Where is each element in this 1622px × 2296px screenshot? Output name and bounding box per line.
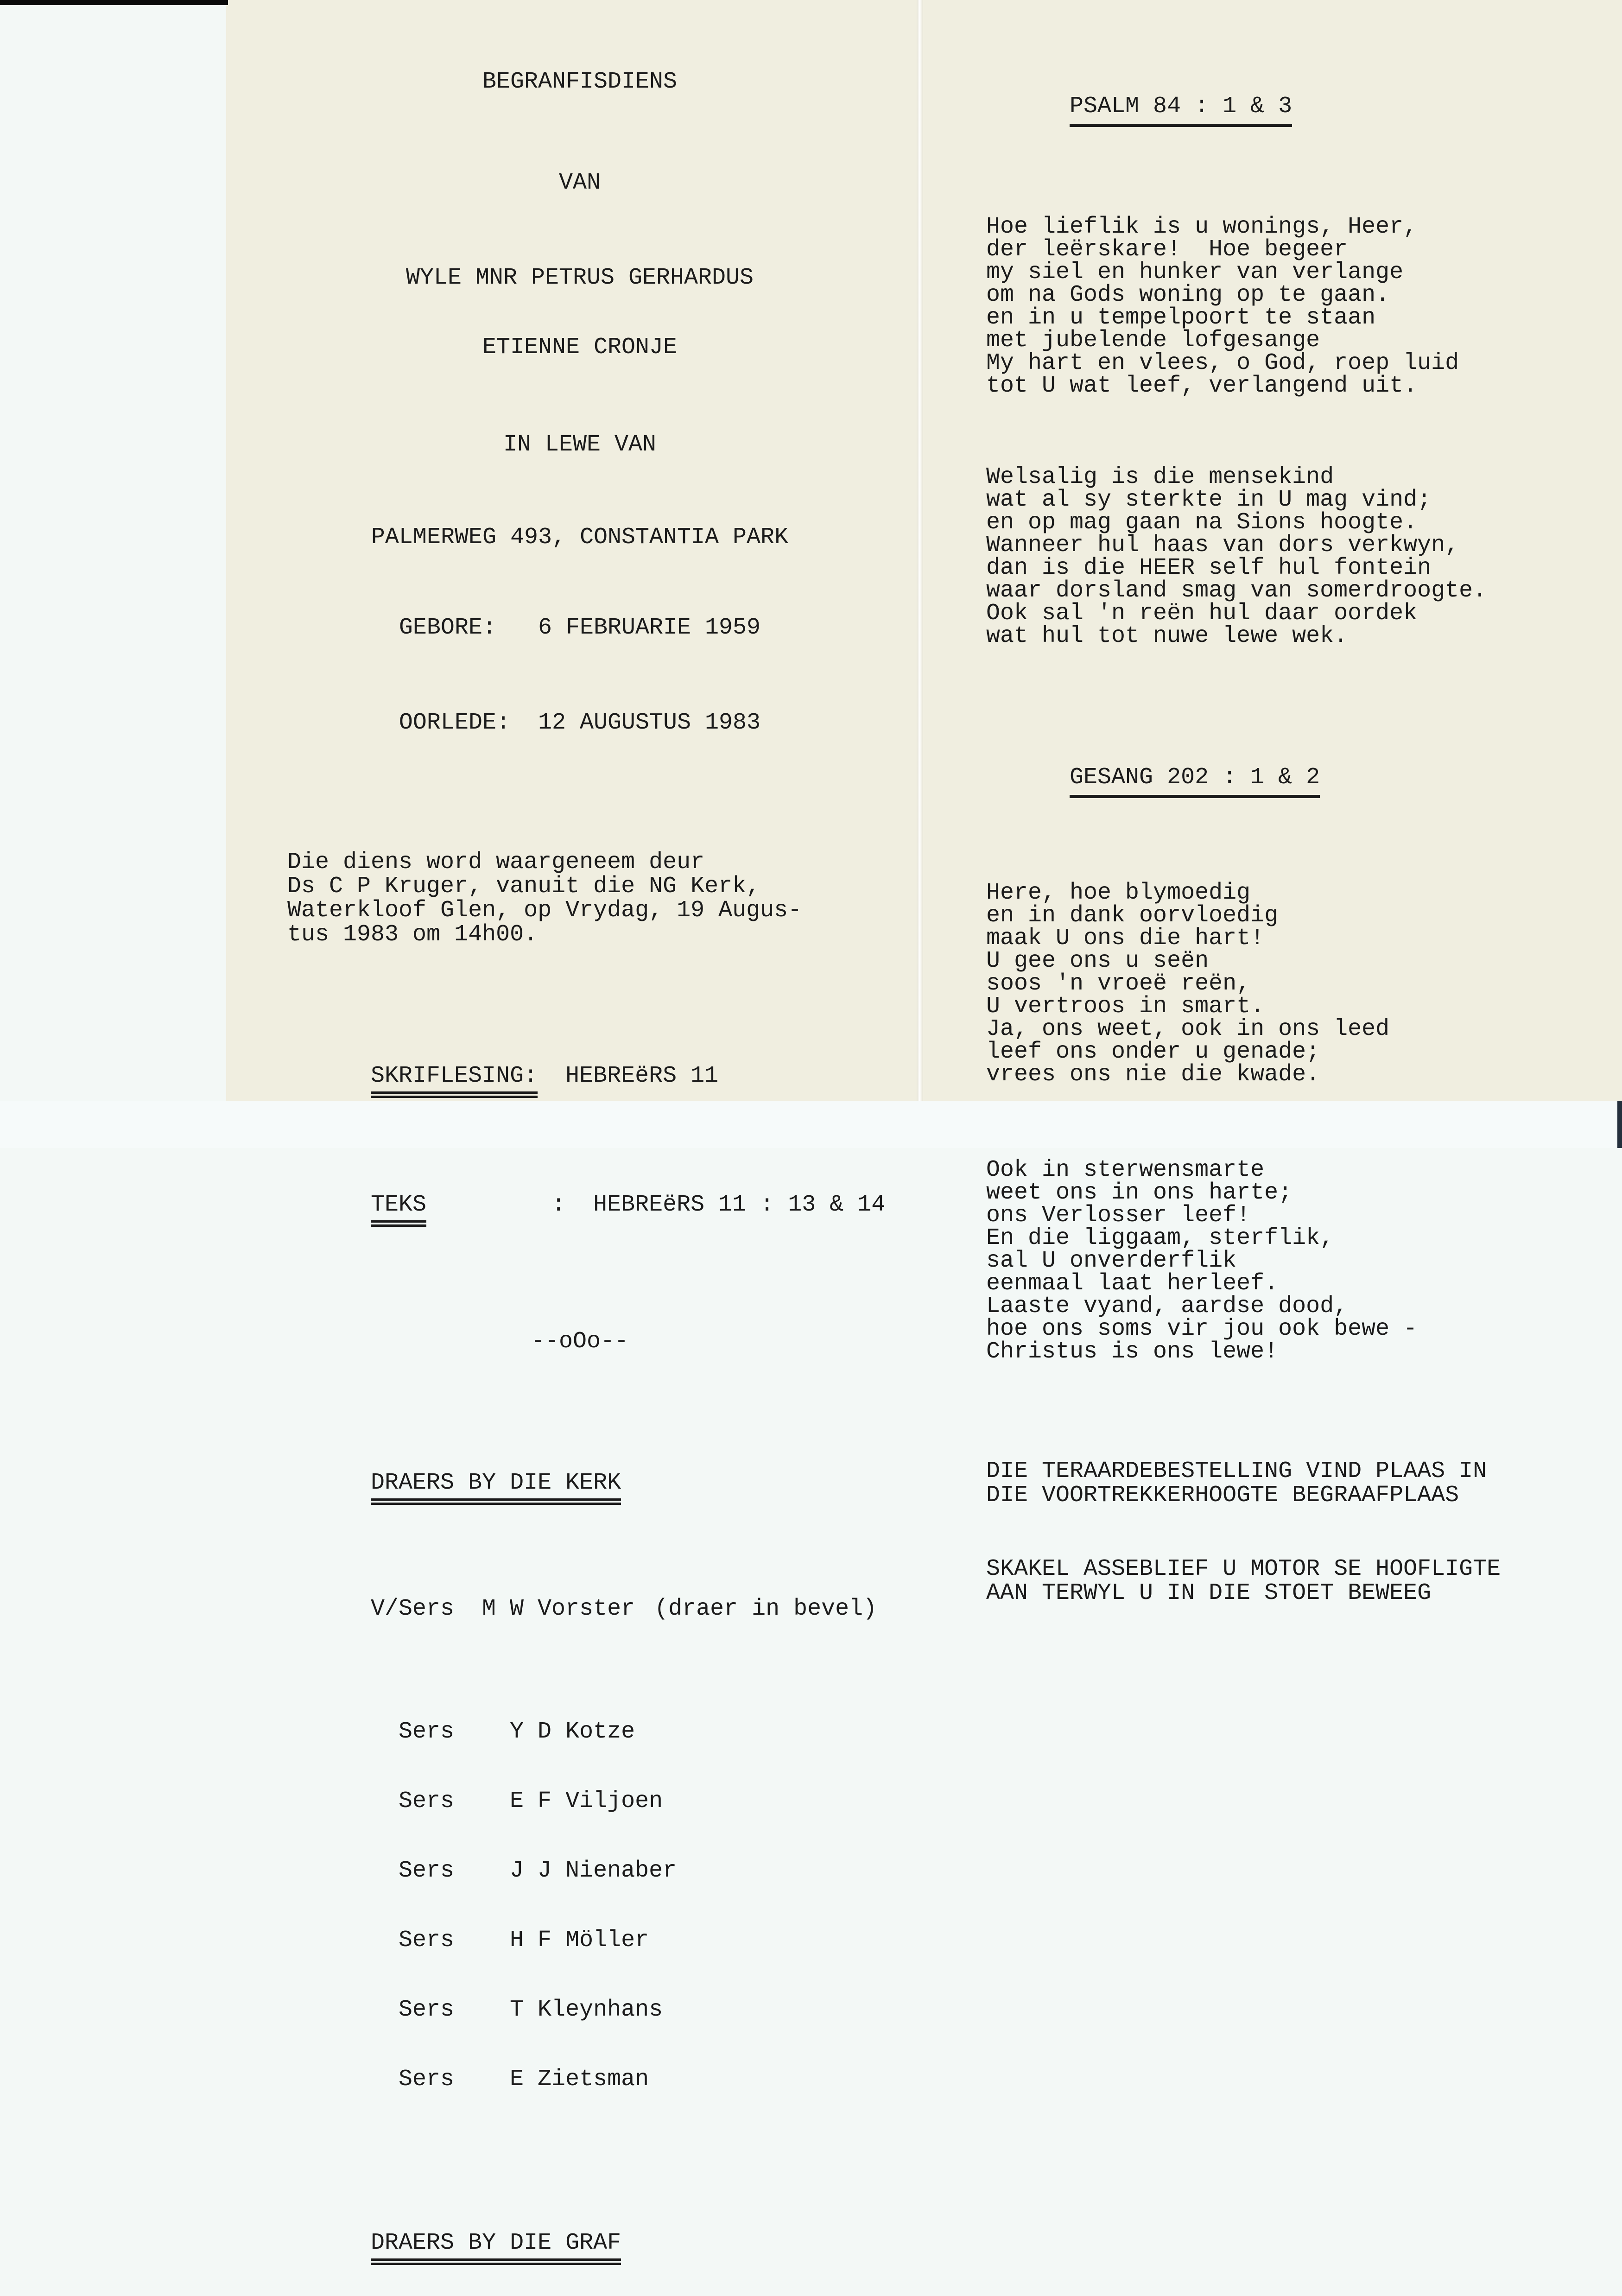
stanza-line: der leërskare! Hoe begeer [986, 236, 1348, 263]
stanza-line: hoe ons soms vir jou ook bewe - [986, 1316, 1418, 1342]
kerk-bearers-heading-text: DRAERS BY DIE KERK [371, 1470, 621, 1505]
bearer-rank: V/Sers [371, 1596, 455, 1622]
stanza-line: waar dorsland smag van somerdroogte. [986, 577, 1487, 604]
right-page [986, 25, 1607, 1652]
born-line: GEBORE: 6 FEBRUARIE 1959 [399, 615, 761, 641]
gesang-heading [986, 743, 1607, 812]
stanza-line: Here, hoe blymoedig [986, 880, 1251, 906]
notice-line: DIE TERAARDEBESTELLING VIND PLAAS IN [986, 1458, 1487, 1484]
stanza-line: Welsalig is die mensekind [986, 464, 1334, 490]
stanza-line: om na Gods woning op te gaan. [986, 282, 1390, 308]
scanner-edge-bar [0, 0, 228, 5]
bearer-name: E Zietsman [510, 2066, 649, 2093]
stanza-line: my siel en hunker van verlange [986, 259, 1404, 285]
deceased-name-line2: ETIENNE CRONJE [482, 334, 678, 361]
bearer-name: Y D Kotze [510, 1719, 635, 1745]
teks-line [287, 1170, 886, 1240]
left-page [287, 24, 886, 2296]
kerk-bearer-row [287, 2045, 872, 2114]
service-details-line: Die diens word waargeneem deur [287, 849, 705, 875]
stanza-line: My hart en vlees, o God, roep luid [986, 350, 1459, 376]
bearer-rank: Sers [399, 1997, 455, 2023]
stanza-line: U vertroos in smart. [986, 993, 1265, 1020]
address-line: PALMERWEG 493, CONSTANTIA PARK [371, 524, 789, 551]
stanza-line: weet ons in ons harte; [986, 1180, 1293, 1206]
scan-edge-shadow [1617, 1101, 1622, 1148]
stanza-line: eenmaal laat herleef. [986, 1270, 1279, 1297]
stanza-line: Ook sal 'n reën hul daar oordek [986, 600, 1418, 627]
graf-bearers-heading [287, 2208, 872, 2278]
bearer-name: M W Vorster [482, 1596, 635, 1622]
page-fold-crease [917, 0, 923, 1101]
stanza-line: sal U onverderflik [986, 1248, 1237, 1274]
stanza-line: Wanneer hul haas van dors verkwyn, [986, 532, 1459, 558]
stanza-line: wat hul tot nuwe lewe wek. [986, 623, 1348, 649]
in-lewe-van-label: IN LEWE VAN [503, 431, 657, 458]
gesang-heading-text: GESANG 202 : 1 & 2 [1070, 764, 1320, 798]
stanza-line: maak U ons die hart! [986, 925, 1265, 951]
service-details-paragraph [287, 850, 872, 947]
skriflesing-value: HEBREëRS 11 [538, 1063, 719, 1089]
kerk-bearers-heading [287, 1448, 872, 1518]
bearer-name: E F Viljoen [510, 1788, 663, 1814]
teks-label: TEKS [371, 1192, 426, 1227]
bearer-rank: Sers [399, 1719, 455, 1745]
stanza-line: leef ons onder u genade; [986, 1039, 1320, 1065]
gesang-stanza-1 [986, 882, 1607, 1086]
bearer-rank: Sers [399, 1927, 455, 1954]
psalm-stanza-2 [986, 466, 1607, 647]
psalm-stanza-1 [986, 216, 1607, 397]
psalm-heading [986, 72, 1607, 141]
kerk-bearers-list [287, 1697, 872, 2114]
stanza-line: Ook in sterwensmarte [986, 1157, 1265, 1183]
kerk-bearer-row [287, 1975, 872, 2045]
service-title: BEGRANFISDIENS [482, 69, 678, 95]
bearer-name: H F Möller [510, 1927, 649, 1954]
gesang-stanza-2 [986, 1159, 1607, 1363]
skriflesing-line [287, 1041, 872, 1111]
stanza-line: en in u tempelpoort te staan [986, 304, 1376, 331]
kerk-bearer-row [287, 1836, 872, 1906]
stanza-line: met jubelende lofgesange [986, 327, 1320, 354]
stanza-line: Laaste vyand, aardse dood, [986, 1293, 1348, 1319]
ooo-divider: --oOo-- [531, 1328, 629, 1355]
stanza-line: Christus is ons lewe! [986, 1338, 1279, 1365]
teks-value: : HEBREëRS 11 : 13 & 14 [426, 1192, 886, 1218]
kerk-bearer-row [287, 1767, 872, 1836]
stanza-line: U gee ons u seën [986, 948, 1209, 974]
van-label: VAN [558, 170, 601, 196]
headlights-notice [986, 1557, 1607, 1605]
stanza-line: en op mag gaan na Sions hoogte. [986, 509, 1418, 536]
stanza-line: wat al sy sterkte in U mag vind; [986, 487, 1432, 513]
stanza-line: soos 'n vroeë reën, [986, 970, 1251, 997]
bearer-rank: Sers [399, 1858, 455, 1884]
kerk-bearer-row [287, 1906, 872, 1975]
notice-line: AAN TERWYL U IN DIE STOET BEWEEG [986, 1580, 1432, 1606]
skriflesing-label: SKRIFLESING: [371, 1063, 538, 1098]
kerk-bearer-leader-row [287, 1574, 877, 1644]
stanza-line: en in dank oorvloedig [986, 902, 1279, 929]
bearer-note: (draer in bevel) [654, 1596, 877, 1622]
bearer-rank: Sers [399, 1788, 455, 1814]
stanza-line: En die liggaam, sterflik, [986, 1225, 1334, 1251]
stanza-line: dan is die HEER self hul fontein [986, 555, 1432, 581]
bearer-name: T Kleynhans [510, 1997, 663, 2023]
bearer-rank: Sers [399, 2066, 455, 2093]
stanza-line: Hoe lieflik is u wonings, Heer, [986, 214, 1418, 240]
service-details-line: Ds C P Kruger, vanuit die NG Kerk, [287, 873, 760, 900]
service-details-line: Waterkloof Glen, op Vrydag, 19 Augus- [287, 897, 802, 924]
stanza-line: ons Verlosser leef! [986, 1202, 1251, 1229]
stanza-line: vrees ons nie die kwade. [986, 1061, 1320, 1088]
notice-line: SKAKEL ASSEBLIEF U MOTOR SE HOOFLIGTE [986, 1556, 1501, 1582]
burial-notice [986, 1459, 1607, 1508]
notice-line: DIE VOORTREKKERHOOGTE BEGRAAFPLAAS [986, 1482, 1459, 1509]
died-line: OORLEDE: 12 AUGUSTUS 1983 [399, 710, 761, 736]
service-details-line: tus 1983 om 14h00. [287, 921, 538, 948]
deceased-name-line1: WYLE MNR PETRUS GERHARDUS [406, 265, 754, 291]
stanza-line: tot U wat leef, verlangend uit. [986, 373, 1418, 399]
psalm-heading-text: PSALM 84 : 1 & 3 [1070, 93, 1292, 127]
stanza-line: Ja, ons weet, ook in ons leed [986, 1016, 1390, 1042]
bearer-name: J J Nienaber [510, 1858, 677, 1884]
graf-bearers-heading-text: DRAERS BY DIE GRAF [371, 2230, 621, 2265]
kerk-bearer-row [287, 1697, 872, 1767]
